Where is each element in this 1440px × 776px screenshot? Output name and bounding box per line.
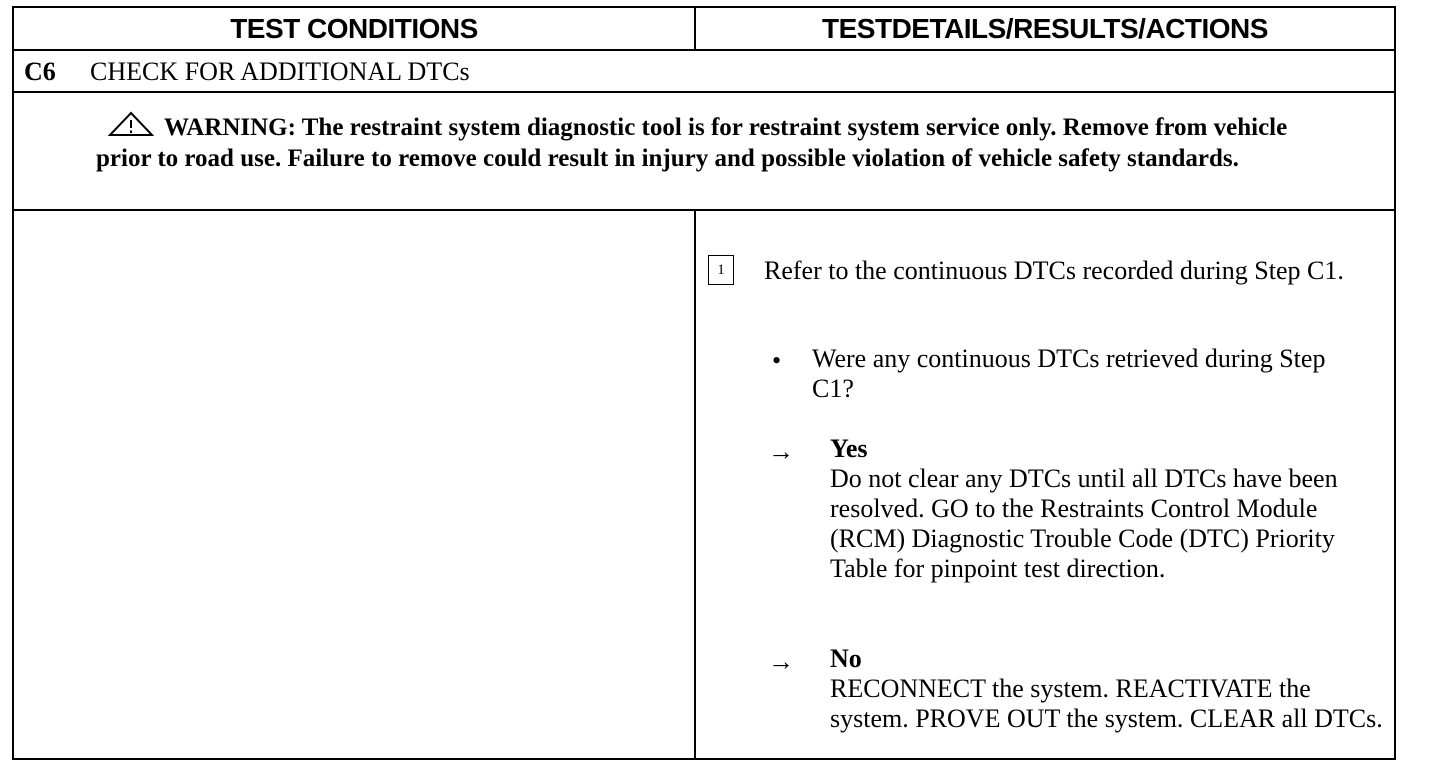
no-action-text: RECONNECT the system. REACTIVATE the system. PROVE OUT the system. CLEAR all DTCs. bbox=[830, 674, 1383, 733]
bullet-marker: • bbox=[772, 346, 782, 375]
step-id: C6 bbox=[24, 57, 56, 86]
yes-label: Yes bbox=[830, 434, 868, 463]
table-header-row bbox=[14, 8, 1394, 51]
question-text: Were any continuous DTCs retrieved during Step C1? bbox=[812, 344, 1326, 403]
warning-text: WARNING: The restraint system diagnostic tool is for restraint system service only. Remove from vehicle prior to road use. Failure to remove could result in injury and possible violation of vehicle safety standards. bbox=[96, 114, 1288, 172]
instruction-text: Refer to the continuous DTCs recorded during Step C1. bbox=[764, 256, 1344, 285]
warning-row bbox=[14, 93, 1394, 211]
test-procedure-table bbox=[12, 6, 1396, 760]
no-label: No bbox=[830, 644, 862, 673]
header-test-details: TESTDETAILS/RESULTS/ACTIONS bbox=[822, 13, 1268, 44]
test-details-cell bbox=[696, 211, 1394, 758]
test-conditions-cell bbox=[14, 211, 694, 758]
step-title-row bbox=[14, 51, 1394, 93]
test-body-row bbox=[14, 211, 1394, 758]
step-title: CHECK FOR ADDITIONAL DTCs bbox=[90, 57, 470, 86]
step-number-box: 1 bbox=[708, 255, 734, 285]
header-test-conditions: TEST CONDITIONS bbox=[230, 13, 478, 44]
arrow-right-icon: → bbox=[768, 437, 794, 466]
warning-block bbox=[96, 111, 1316, 173]
yes-action-text: Do not clear any DTCs until all DTCs have been resolved. GO to the Restraints Control Module (RCM) Diagnostic Trouble Code (DTC) Priority Table for pinpoint test direction. bbox=[830, 464, 1338, 583]
arrow-right-icon: → bbox=[768, 647, 794, 676]
warning-triangle-icon bbox=[108, 111, 154, 144]
